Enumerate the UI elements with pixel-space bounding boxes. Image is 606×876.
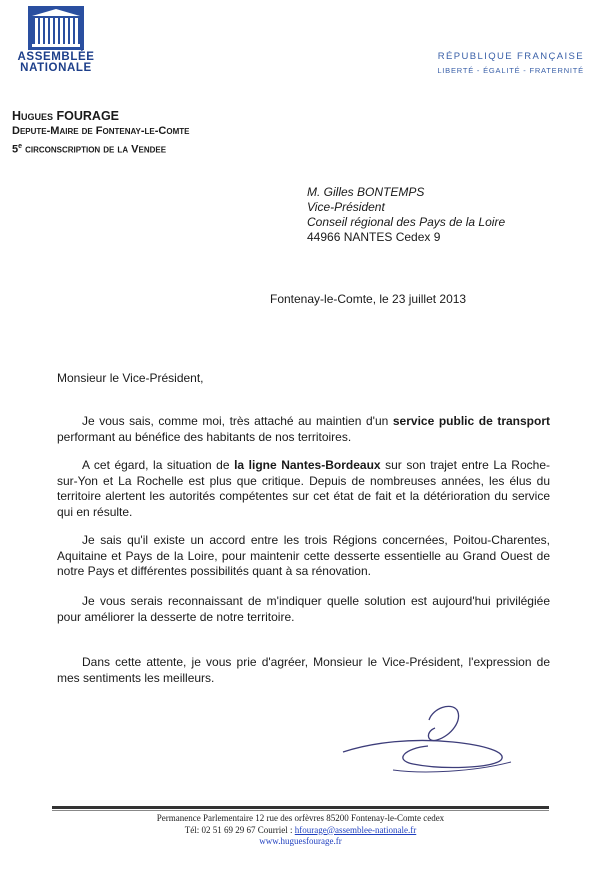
footer-contact <box>52 825 549 837</box>
paragraph-4: Je vous serais reconnaissant de m'indiquer quelle solution est aujourd'hui privilégiée pour améliorer la desserte de notre territoire. <box>57 594 550 624</box>
paragraph-1 <box>57 414 550 445</box>
salutation: Monsieur le Vice-Président, <box>57 371 204 385</box>
recipient-block <box>307 185 505 245</box>
paragraph-3: Je sais qu'il existe un accord entre les trois Régions concernées, Poitou-Charentes, Aquitaine et Pays de la Loire, pour maintenir cette desserte essentielle au Grand Ouest de notre Pays et différentes possibilités quant à sa rénovation. <box>57 533 550 578</box>
devise: LIBERTÉ - ÉGALITÉ - FRATERNITÉ <box>437 66 584 75</box>
logo-line-1: ASSEMBLÉE <box>17 51 95 63</box>
p1-text-a: Je vous sais, comme moi, très attaché au maintien d'un <box>82 414 393 428</box>
footer-rule-thin <box>52 810 549 811</box>
republique-francaise-mark <box>437 51 584 75</box>
sender-title: Depute-Maire de Fontenay-le-Comte <box>12 125 190 137</box>
letter-date: Fontenay-le-Comte, le 23 juillet 2013 <box>270 292 467 306</box>
sender-name: Hugues FOURAGE <box>12 109 120 123</box>
assemblee-nationale-logo <box>10 6 102 76</box>
recipient-address: 44966 NANTES Cedex 9 <box>307 230 441 244</box>
paragraph-2 <box>57 458 550 520</box>
footer-address: Permanence Parlementaire 12 rue des orfèvres 85200 Fontenay-le-Comte cedex <box>156 813 445 823</box>
handwritten-signature <box>333 700 523 780</box>
recipient-name: M. Gilles BONTEMPS <box>307 185 425 199</box>
footer-rule <box>52 806 549 809</box>
footer-website-link[interactable]: www.huguesfourage.fr <box>259 836 342 846</box>
circ-text: circonscription de la Vendee <box>22 143 167 156</box>
circ-sup: e <box>18 143 23 150</box>
p1-bold: service public de transport <box>392 414 550 428</box>
p1-text-c: performant au bénéfice des habitants de nos territoires. <box>57 429 352 444</box>
p2-text-c: sur son trajet entre La Roche-sur-Yon et La Rochelle est plus que critique. Depuis de nombreuses années, les élus du territoire alertent les autorités compétentes sur cet état de fait et la détérioration du service qui en résulte. <box>57 458 550 519</box>
p2-bold: la ligne Nantes-Bordeaux <box>234 458 381 472</box>
p2-text-a: A cet égard, la situation de <box>82 458 235 472</box>
sender-circonscription <box>12 139 189 158</box>
hemicycle-emblem-icon <box>28 6 84 50</box>
sender-block <box>12 109 189 158</box>
republique-francaise: RÉPUBLIQUE FRANÇAISE <box>437 51 584 62</box>
footer-email-link[interactable]: hfourage@assemblee-nationale.fr <box>294 824 417 835</box>
recipient-org: Conseil régional des Pays de la Loire <box>307 215 506 229</box>
footer-phone: Tél: 02 51 69 29 67 Courriel : <box>184 824 295 835</box>
logo-line-2: NATIONALE <box>20 62 92 74</box>
circ-number: 5 <box>12 143 19 156</box>
recipient-role: Vice-Président <box>307 200 385 214</box>
paragraph-5: Dans cette attente, je vous prie d'agréer, Monsieur le Vice-Président, l'expression de mes sentiments les meilleurs. <box>57 655 550 685</box>
footer <box>52 813 549 848</box>
